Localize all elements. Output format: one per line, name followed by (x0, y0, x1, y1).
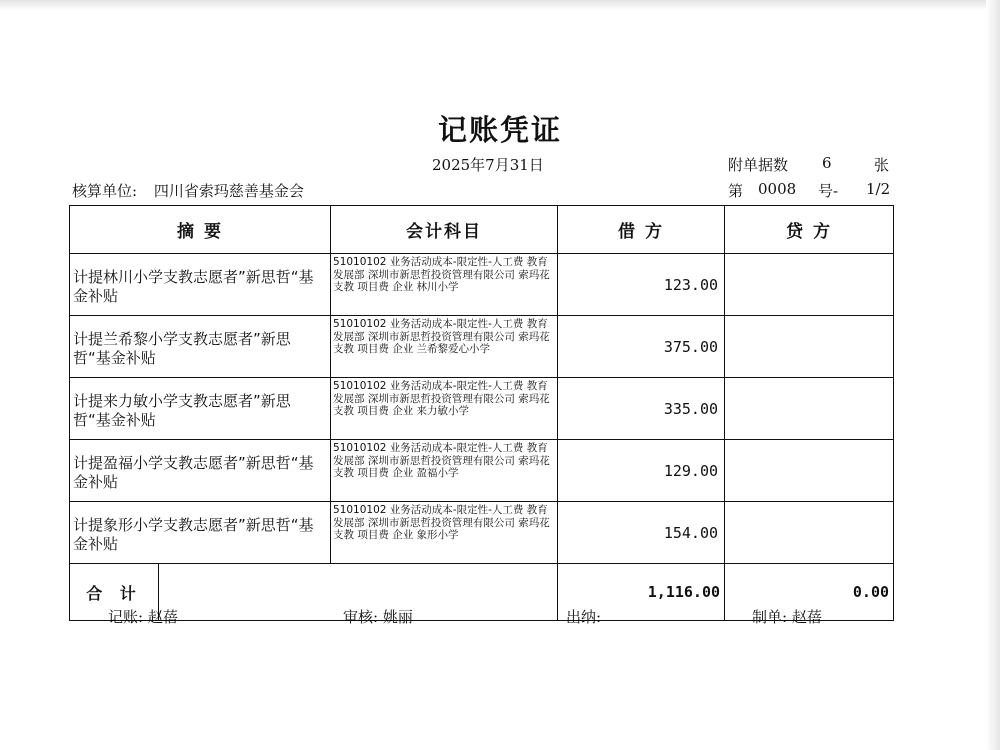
accounting-unit (72, 180, 304, 201)
entry-summary: 计提象形小学支教志愿者”新思哲“基金补贴 (70, 502, 331, 564)
total-label: 合 计 (70, 564, 159, 621)
signature-cashier: 出纳: (566, 608, 602, 626)
entry-summary: 计提兰希黎小学支教志愿者”新思哲“基金补贴 (70, 316, 331, 378)
entry-debit: 129.00 (558, 440, 725, 502)
entry-account: 51010102 业务活动成本-限定性-人工费 教育发展部 深圳市新思哲投资管理有限公司 索玛花支教 项目费 企业 林川小学 (331, 254, 558, 316)
entry-account: 51010102 业务活动成本-限定性-人工费 教育发展部 深圳市新思哲投资管理有限公司 索玛花支教 项目费 企业 盈福小学 (331, 440, 558, 502)
total-credit: 0.00 (725, 564, 894, 621)
column-header-account: 会计科目 (331, 206, 558, 254)
table-row (70, 502, 894, 564)
voucher-number-value: 0008 (758, 180, 797, 198)
table-row (70, 316, 894, 378)
voucher-table (69, 205, 894, 621)
voucher-number-prefix: 第 (728, 182, 744, 200)
entry-credit (725, 378, 894, 440)
entry-credit (725, 316, 894, 378)
entry-account: 51010102 业务活动成本-限定性-人工费 教育发展部 深圳市新思哲投资管理有限公司 索玛花支教 项目费 企业 来力敏小学 (331, 378, 558, 440)
table-row (70, 440, 894, 502)
entry-summary: 计提来力敏小学支教志愿者”新思哲“基金补贴 (70, 378, 331, 440)
voucher-page: 1/2 (866, 180, 891, 198)
entry-credit (725, 502, 894, 564)
column-header-summary: 摘 要 (70, 206, 331, 254)
signature-bookkeeper: 记账: 赵蓓 (108, 608, 178, 626)
voucher-title: 记账凭证 (437, 113, 562, 147)
column-header-credit: 贷 方 (725, 206, 894, 254)
entry-account: 51010102 业务活动成本-限定性-人工费 教育发展部 深圳市新思哲投资管理有限公司 索玛花支教 项目费 企业 兰希黎爱心小学 (331, 316, 558, 378)
attachment-label: 附单据数 (728, 156, 789, 174)
attachment-unit: 张 (874, 156, 890, 174)
entry-debit: 154.00 (558, 502, 725, 564)
scan-edge (0, 0, 1000, 10)
accounting-unit-label: 核算单位: (72, 182, 138, 200)
signature-preparer: 制单: 赵蓓 (752, 608, 822, 626)
voucher-number-suffix: 号- (818, 182, 839, 200)
entry-debit: 375.00 (558, 316, 725, 378)
table-row (70, 254, 894, 316)
accounting-unit-value: 四川省索玛慈善基金会 (153, 182, 304, 200)
entry-debit: 335.00 (558, 378, 725, 440)
entry-summary: 计提盈福小学支教志愿者”新思哲“基金补贴 (70, 440, 331, 502)
entry-credit (725, 254, 894, 316)
column-header-debit: 借 方 (558, 206, 725, 254)
entry-debit: 123.00 (558, 254, 725, 316)
entry-credit (725, 440, 894, 502)
voucher-date: 2025年7月31日 (432, 156, 544, 174)
entry-summary: 计提林川小学支教志愿者”新思哲“基金补贴 (70, 254, 331, 316)
table-row (70, 378, 894, 440)
entry-account: 51010102 业务活动成本-限定性-人工费 教育发展部 深圳市新思哲投资管理有限公司 索玛花支教 项目费 企业 象形小学 (331, 502, 558, 564)
total-debit: 1,116.00 (558, 564, 725, 621)
signature-reviewer: 审核: 姚丽 (343, 608, 413, 626)
attachment-number: 6 (822, 154, 832, 172)
